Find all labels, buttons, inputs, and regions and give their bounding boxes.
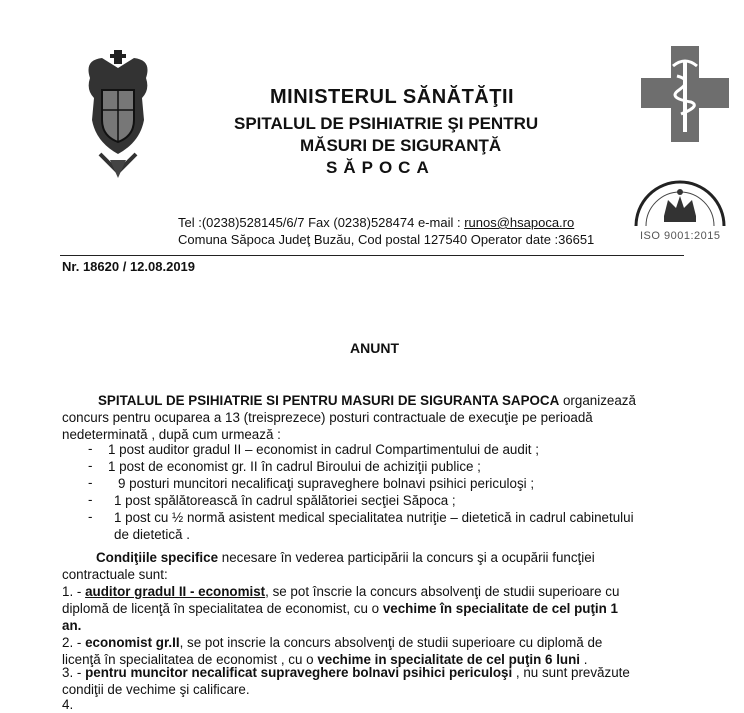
certification-seal-icon — [628, 170, 732, 230]
address-line: Comuna Săpoca Judeţ Buzău, Cod postal 127540 Operator date :36651 — [178, 232, 595, 247]
conditions-line2: contractuale sunt: — [62, 567, 168, 582]
header-divider — [60, 255, 684, 256]
intro-hospital-name: SPITALUL DE PSIHIATRIE SI PENTRU MASURI DE SIGURANTA SAPOCA — [98, 393, 560, 408]
item2-line1 — [62, 634, 682, 651]
bullet-dash: - — [88, 509, 93, 524]
bullet-dash: - — [88, 458, 93, 473]
bullet-item: 1 post spălătorească în cadrul spălătoriei secţiei Săpoca ; — [114, 493, 456, 508]
item3-title: pentru muncitor necalificat supraveghere bolnavi psihici periculoşi — [85, 665, 513, 680]
item3-text: , nu sunt prevăzute — [512, 665, 630, 680]
bullet-item-continuation: de dietetică . — [114, 527, 190, 542]
item4-number: 4. — [62, 697, 74, 712]
item3-line2: condiţii de vechime şi calificare. — [62, 682, 250, 697]
item1-title: auditor gradul II - economist — [85, 584, 266, 599]
conditions-line1 — [62, 549, 682, 566]
bullet-item: 1 post cu ½ normă asistent medical specialitatea nutriţie – dietetică in cadrul cabinetului — [114, 510, 634, 525]
item2-text-2: licenţă în specialitatea de economist , cu o — [62, 652, 318, 667]
bullet-dash: - — [88, 492, 93, 507]
document-number: Nr. 18620 / 12.08.2019 — [62, 259, 196, 274]
item1-line1 — [62, 583, 682, 600]
hospital-name-line1: SPITALUL DE PSIHIATRIE ŞI PENTRU — [234, 114, 539, 133]
conditions-heading: Condiţiile specifice — [96, 550, 219, 565]
intro-line2: concurs pentru ocuparea a 13 (treisprezece) posturi contractuale de execuţie pe perioadă — [62, 410, 593, 425]
conditions-text: necesare în vederea participării la concurs şi a ocupării funcţiei — [218, 550, 595, 565]
item1-number: 1. - — [62, 584, 86, 599]
contact-line — [178, 215, 574, 230]
intro-line1 — [62, 392, 682, 409]
item2-number: 2. - — [62, 635, 86, 650]
contact-phone-fax: Tel :(0238)528145/6/7 Fax (0238)528474 e-mail : — [178, 215, 465, 230]
medical-cross-icon — [641, 46, 729, 142]
item3-number: 3. - — [62, 665, 86, 680]
item1-requirement: vechime în specialitate de cel puţin 1 — [382, 601, 618, 616]
item1-line3: an. — [62, 618, 82, 633]
hospital-name-line2: MĂSURI DE SIGURANŢĂ — [300, 136, 502, 155]
intro-verb: organizează — [559, 393, 636, 408]
contact-email-link[interactable]: runos@hsapoca.ro — [464, 215, 575, 230]
coat-of-arms-icon — [80, 50, 156, 178]
item2-end: . — [580, 652, 588, 667]
document-title: ANUNT — [350, 340, 399, 356]
bullet-item: 1 post de economist gr. II în cadrul Biroului de achiziţii publice ; — [108, 459, 481, 474]
bullet-dash: - — [88, 475, 93, 490]
item1-text: , se pot înscrie la concurs absolvenţi de studii superioare cu — [265, 584, 620, 599]
item2-text: , se pot inscrie la concurs absolvenţi de studii superioare cu diplomă de — [179, 635, 603, 650]
item2-requirement: vechime in specialitate de cel puţin 6 luni — [317, 652, 580, 667]
bullet-item: 9 posturi muncitori necalificaţi supraveghere bolnavi psihici periculoşi ; — [118, 476, 535, 491]
iso-certification-label: ISO 9001:2015 — [640, 230, 721, 242]
item1-line2 — [62, 600, 682, 617]
hospital-name-line3: SĂPOCA — [326, 158, 435, 177]
intro-line3: nedeterminată , după cum urmează : — [62, 427, 281, 442]
bullet-dash: - — [88, 441, 93, 456]
bullet-item: 1 post auditor gradul II – economist in cadrul Compartimentului de audit ; — [108, 442, 539, 457]
item2-title: economist gr.II — [85, 635, 180, 650]
item3-line1 — [62, 664, 682, 681]
item1-text-2: diplomă de licenţă în specialitatea de economist, cu o — [62, 601, 383, 616]
ministry-name: MINISTERUL SĂNĂTĂŢII — [270, 86, 515, 108]
